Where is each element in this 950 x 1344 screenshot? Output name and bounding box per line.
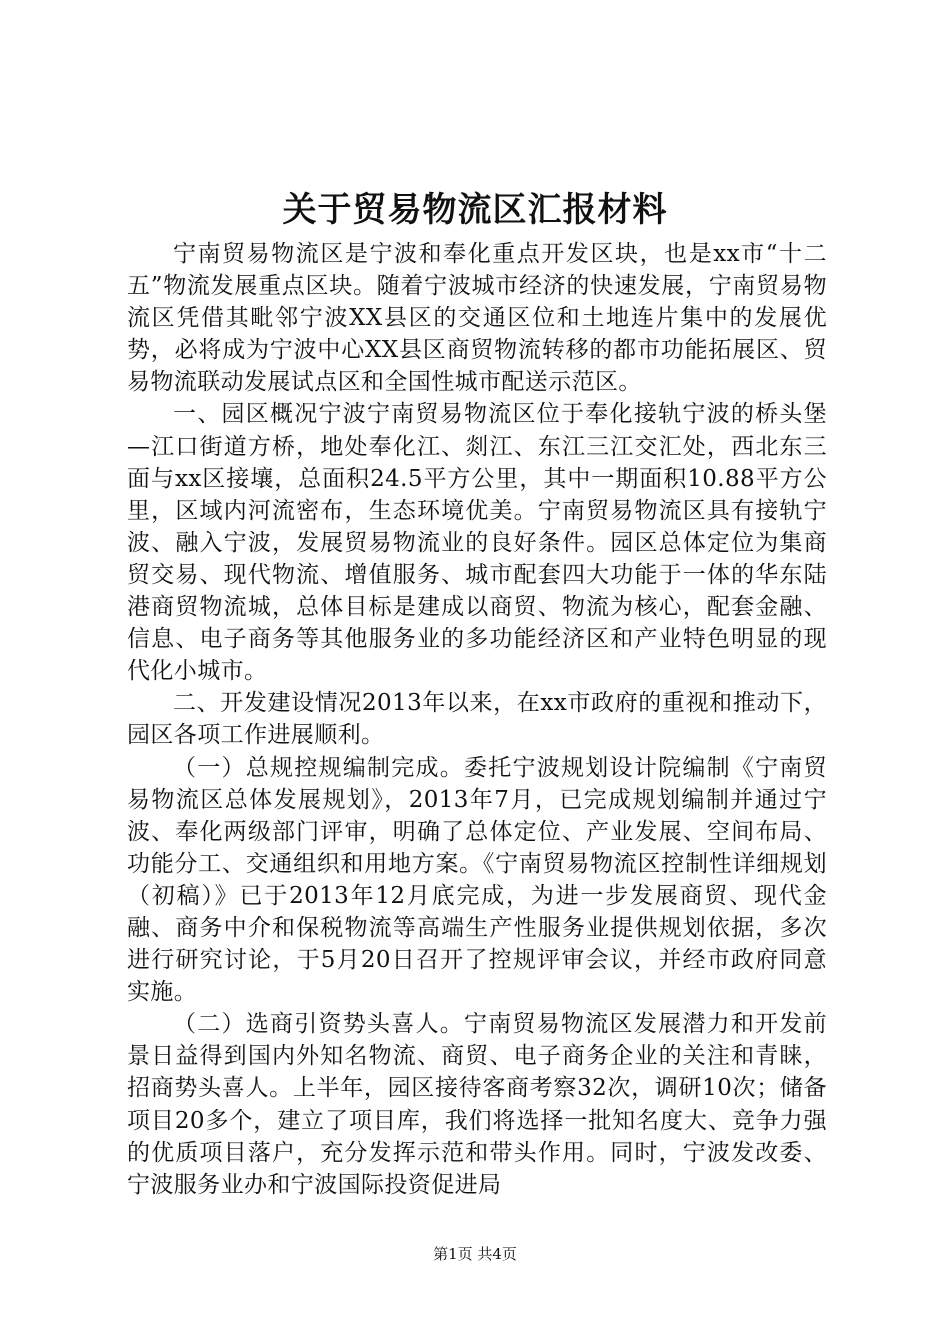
- paragraph-park-overview: 一、园区概况宁波宁南贸易物流区位于奉化接轨宁波的桥头堡—江口街道方桥，地处奉化江、剡江、东江三江交汇处，西北东三面与xx区接壤，总面积24.5平方公里，其中一期面积10.88平方公里，区域内河流密布，生态环境优美。宁南贸易物流区具有接轨宁波、融入宁波，发展贸易物流业的良好条件。园区总体定位为集商贸交易、现代物流、增值服务、城市配套四大功能于一体的华东陆港商贸物流城，总体目标是建成以商贸、物流为核心，配套金融、信息、电子商务等其他服务业的多功能经济区和产业特色明显的现代化小城市。: [127, 401, 827, 685]
- paragraph-investment: （二）选商引资势头喜人。宁南贸易物流区发展潜力和开发前景日益得到国内外知名物流、商贸、电子商务企业的关注和青睐，招商势头喜人。上半年，园区接待客商考察32次，调研10次；储备项目20多个，建立了项目库，我们将选择一批知名度大、竞争力强的优质项目落户，充分发挥示范和带头作用。同时，宁波发改委、宁波服务业办和宁波国际投资促进局: [127, 1011, 827, 1198]
- document-title: 关于贸易物流区汇报材料: [282, 190, 668, 230]
- page-number-footer: 第1页 共4页: [433, 1245, 517, 1263]
- paragraph-intro: 宁南贸易物流区是宁波和奉化重点开发区块，也是xx市“十二五”物流发展重点区块。随着宁波城市经济的快速发展，宁南贸易物流区凭借其毗邻宁波XX县区的交通区位和土地连片集中的发展优势，必将成为宁波中心XX县区商贸物流转移的都市功能拓展区、贸易物流联动发展试点区和全国性城市配送示范区。: [127, 241, 827, 396]
- paragraph-planning: （一）总规控规编制完成。委托宁波规划设计院编制《宁南贸易物流区总体发展规划》，2013年7月，已完成规划编制并通过宁波、奉化两级部门评审，明确了总体定位、产业发展、空间布局、功能分工、交通组织和用地方案。《宁南贸易物流区控制性详细规划（初稿）》已于2013年12月底完成，为进一步发展商贸、现代金融、商务中介和保税物流等高端生产性服务业提供规划依据，多次进行研究讨论，于5月20日召开了控规评审会议，并经市政府同意实施。: [127, 754, 827, 1006]
- document-body: [127, 238, 827, 1201]
- paragraph-development-status: 二、开发建设情况2013年以来，在xx市政府的重视和推动下，园区各项工作进展顺利。: [127, 690, 827, 749]
